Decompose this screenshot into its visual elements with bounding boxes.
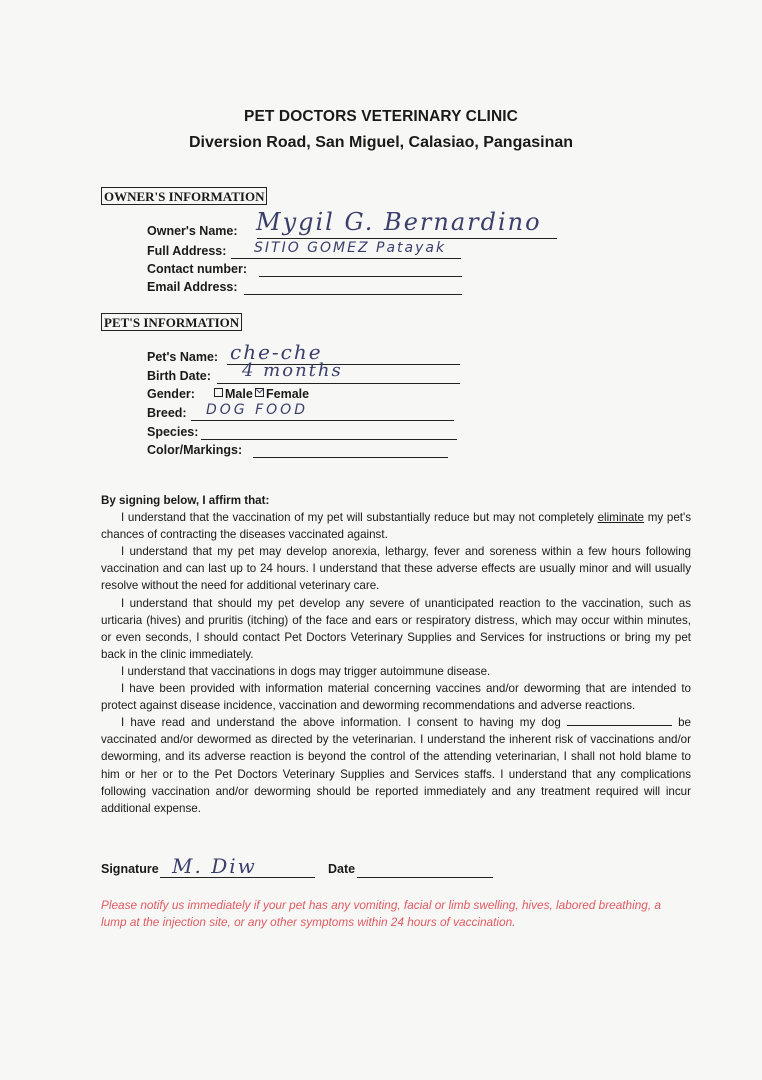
affirmation-paragraph-4: I understand that vaccinations in dogs may trigger autoimmune disease. xyxy=(121,664,491,678)
pet-breed-line xyxy=(191,420,454,421)
pet-birthdate-value: 4 months xyxy=(242,360,343,381)
owner-name-line xyxy=(257,238,557,239)
signature-label: Signature xyxy=(101,862,159,876)
pet-name-label: Pet's Name: xyxy=(147,350,219,364)
gender-male-label: Male xyxy=(225,387,253,401)
affirmation-p6-end: be vaccinated and/or dewormed as directed by the veterinarian. I understand the inherent risk of vaccinations and/or deworming, and its adverse reaction is beyond the control of the attending veterinarian, I shall not hold blame to him or her or to the Pet Doctors Veterinary Supplies and Services staffs. I understand that any complications following vaccination and/or deworming should be reported immediately and any treatment required will incur additional expense. xyxy=(101,716,691,815)
pet-color-label: Color/Markings: xyxy=(147,443,243,457)
clinic-address: Diversion Road, San Miguel, Calasiao, Pangasinan xyxy=(188,134,574,151)
signature-row xyxy=(101,862,159,876)
pet-name-value: che-che xyxy=(230,340,323,364)
gender-female-option[interactable] xyxy=(255,387,309,401)
pet-section-title: PET'S INFORMATION xyxy=(101,313,242,331)
affirmation-paragraph-3: I understand that should my pet develop any severe of unanticipated reaction to the vaccination, such as urticaria (hives) and pruritis (itching) of the face and ears or respiratory distress, which may occur within minutes, or even seconds, I should contact Pet Doctors Veterinary Supplies and Services for instructions or bring my pet back in the clinic immediately. xyxy=(101,596,691,661)
affirmation-paragraph-2: I understand that my pet may develop anorexia, lethargy, fever and soreness within a few hours following vaccination and can last up to 24 hours. I understand that these adverse effects are usually minor and will usually resolve without the need for additional veterinary care. xyxy=(101,545,691,593)
dog-name-blank[interactable] xyxy=(567,715,672,726)
owner-address-line xyxy=(231,258,461,259)
pet-species-label: Species: xyxy=(147,425,199,439)
owner-section-title: OWNER'S INFORMATION xyxy=(101,187,267,205)
gender-female-label: Female xyxy=(266,387,310,401)
pet-species-field[interactable] xyxy=(147,425,467,443)
owner-name-value: Mygil G. Bernardino xyxy=(256,208,542,236)
owner-contact-label: Contact number: xyxy=(147,262,247,276)
owner-email-line xyxy=(244,294,462,295)
pet-breed-value: DOG FOOD xyxy=(206,402,308,418)
affirmation-text xyxy=(101,492,691,817)
date-line[interactable] xyxy=(357,877,493,878)
pet-birthdate-line xyxy=(217,383,460,384)
affirmation-p1-end: my pet's chances of contracting the diseases vaccinated against. xyxy=(101,511,691,542)
signature-value: M. Diw xyxy=(172,854,257,878)
pet-birthdate-label: Birth Date: xyxy=(147,369,211,383)
owner-email-label: Email Address: xyxy=(147,280,238,294)
gender-female-checkbox[interactable] xyxy=(255,388,264,397)
affirmation-p6-start: I have read and understand the above information. I consent to having my dog xyxy=(121,716,567,730)
affirmation-lead: By signing below, I affirm that: xyxy=(101,494,270,507)
affirmation-paragraph-6 xyxy=(101,714,691,817)
pet-color-field[interactable] xyxy=(147,443,467,461)
symptom-notice: Please notify us immediately if your pet has any vomiting, facial or limb swelling, hives, labored breathing, a lump at the injection site, or any other symptoms within 24 hours of vaccination. xyxy=(101,898,661,929)
gender-male-option[interactable] xyxy=(214,387,253,401)
owner-address-value: SITIO GOMEZ Patayak xyxy=(254,240,447,256)
affirmation-paragraph-1 xyxy=(101,509,691,543)
pet-species-line xyxy=(201,439,457,440)
affirmation-p1-underlined: eliminate xyxy=(597,511,644,525)
owner-contact-line xyxy=(259,276,462,277)
date-row xyxy=(328,862,355,876)
affirmation-paragraph-5: I have been provided with information material concerning vaccines and/or deworming that are intended to protect against disease incidence, vaccination and deworming recommendations and adverse reactions. xyxy=(101,682,691,713)
date-label: Date xyxy=(328,862,356,876)
clinic-name: PET DOCTORS VETERINARY CLINIC xyxy=(244,108,518,125)
owner-email-field[interactable] xyxy=(147,280,467,298)
pet-gender-label: Gender: xyxy=(147,387,195,401)
owner-name-label: Owner's Name: xyxy=(147,224,238,238)
owner-contact-field[interactable] xyxy=(147,262,467,280)
affirmation-p1-start: I understand that the vaccination of my pet will substantially reduce but may not completely xyxy=(121,511,598,525)
pet-color-line xyxy=(253,457,448,458)
gender-male-checkbox[interactable] xyxy=(214,388,223,397)
owner-address-label: Full Address: xyxy=(147,244,227,258)
pet-breed-label: Breed: xyxy=(147,406,187,420)
